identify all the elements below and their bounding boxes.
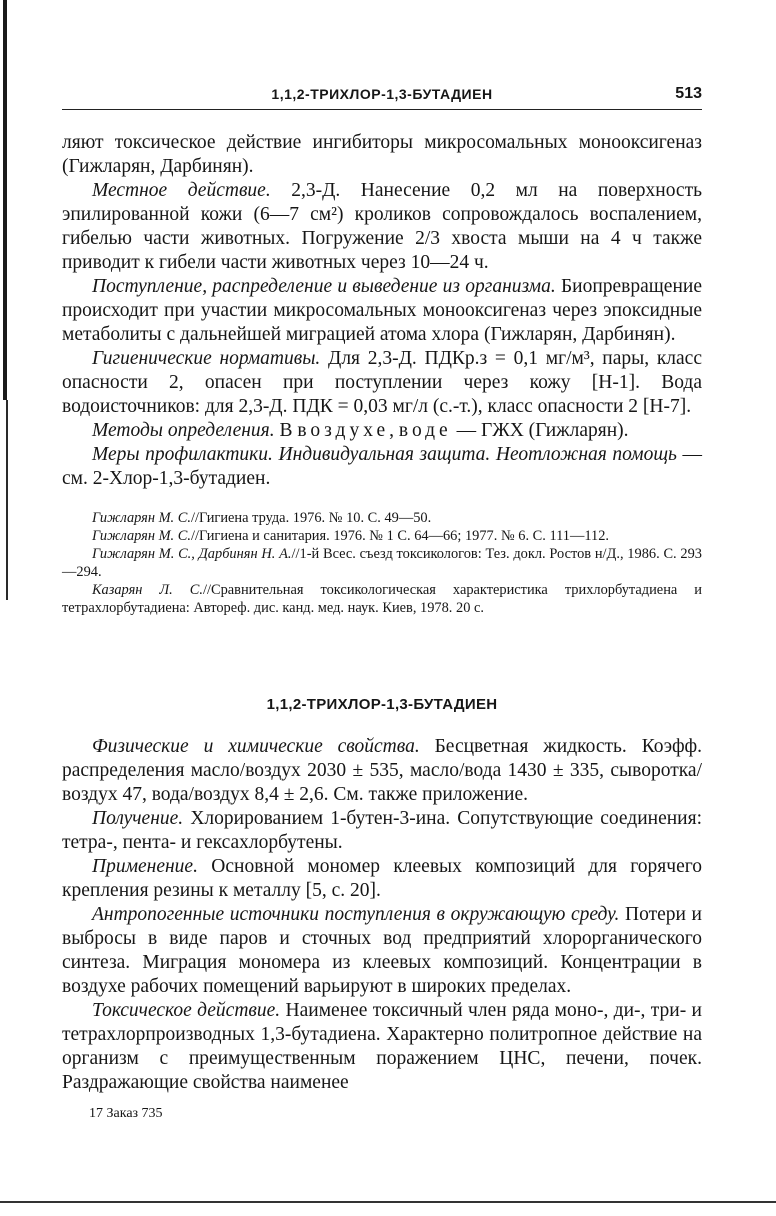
text-application: Основной мономер клеевых композиций для горячего крепления резины к металлу [5, с. 20].: [62, 856, 702, 901]
text-production: Хлорированием 1-бутен-3-ина. Сопутствующие соединения: тетра-, пента- и гексахлорбутены.: [62, 808, 702, 853]
heading-methods: Методы определения.: [92, 420, 275, 441]
reference-source: //1-й Всес. съезд токсикологов: Тез. докл. Ростов н/Д., 1986. С. 293—294.: [62, 546, 702, 580]
heading-toxic-action: Токсическое действие.: [92, 1000, 281, 1021]
paragraph-continuation: ляют токсическое действие ингибиторы микросомальных монооксигеназ (Гижларян, Дарбинян).: [62, 132, 702, 177]
reference-author: Гижларян М. С., Дарбинян Н. А.: [92, 546, 292, 562]
reference-item: [62, 509, 702, 527]
reference-item: [62, 527, 702, 545]
paragraph-physical-properties: [62, 735, 702, 807]
heading-production: Получение.: [92, 808, 184, 829]
heading-application: Применение.: [92, 856, 198, 877]
main-text-block: [62, 131, 702, 617]
text-physical-properties: Бесцветная жидкость. Коэфф. распределения масло/воздух 2030 ± 535, масло/вода 1430 ± 335, сыворотка/воздух 47, вода/воздух 8,4 ± 2,6. См. также приложение.: [62, 736, 702, 805]
heading-anthropogenic-sources: Антропогенные источники поступления в окружающую среду.: [92, 904, 620, 925]
heading-hygiene-norms: Гигиенические нормативы.: [92, 348, 321, 369]
paragraph-methods: [62, 419, 702, 443]
paragraph-anthropogenic-sources: [62, 903, 702, 999]
running-title: 1,1,2-ТРИХЛОР-1,3-БУТАДИЕН: [271, 86, 493, 102]
text-methods-a: В: [274, 420, 298, 441]
paragraph-prevention: [62, 443, 702, 491]
paragraph-production: [62, 807, 702, 855]
page-bottom-rule: [0, 1201, 776, 1203]
paragraph-intake: [62, 275, 702, 347]
text-methods-tail: — ГЖХ (Гижларян).: [451, 420, 629, 441]
reference-item: [62, 581, 702, 617]
text-methods-b: ,: [389, 420, 399, 441]
heading-intake: Поступление, распределение и выведение из организма.: [92, 276, 556, 297]
text-hygiene-norms: Для 2,3-Д. ПДКр.з = 0,1 мг/м³, пары, класс опасности 2, опасен при поступлении через кожу [Н-1]. Вода водоисточников: для 2,3-Д. ПДК = 0,03 мг/л (с.-т.), класс опасности 2 [Н-7].: [62, 348, 702, 417]
reference-source: //Сравнительная токсикологическая характеристика трихлорбутадиена и тетрахлорбутадиена: Автореф. дис. канд. мед. наук. Киев, 1978. 20 с.: [62, 582, 703, 616]
reference-author: Гижларян М. С.: [92, 528, 191, 544]
text-water: воде: [398, 420, 452, 441]
text-intake: Биопревращение происходит при участии микросомальных монооксигеназ через эпоксидные метаболиты с дальнейшей миграцией атома хлора (Гижларян, Дарбинян).: [62, 276, 702, 345]
reference-item: [62, 545, 702, 581]
scan-edge-shadow: [3, 0, 7, 400]
reference-source: //Гигиена труда. 1976. № 10. С. 49—50.: [190, 510, 432, 526]
paragraph-application: [62, 855, 702, 903]
text-toxic-action: Наименее токсичный член ряда моно-, ди-, три- и тетрахлорпроизводных 1,3-бутадиена. Характерно политропное действие на организм с преимущественным поражением ЦНС, печени, почек. Раздражающие свойства наименее: [62, 1000, 702, 1093]
running-head: [62, 85, 702, 110]
text-prevention: — см. 2-Хлор-1,3-бутадиен.: [62, 444, 702, 489]
heading-local-action: Местное действие.: [92, 180, 271, 201]
section-block: [62, 696, 702, 1095]
scan-edge-shadow-lower: [6, 400, 8, 600]
text-local-action: 2,3-Д. Нанесение 0,2 мл на поверхность эпилированной кожи (6—7 см²) кроликов сопровождалось воспалением, гибелью части животных. Погружение 2/3 хвоста мыши на 4 ч также приводит к гибели части животных через 10—24 ч.: [62, 180, 702, 273]
paragraph-toxic-action: [62, 999, 702, 1095]
section-title: 1,1,2-ТРИХЛОР-1,3-БУТАДИЕН: [266, 696, 498, 713]
page-number: 513: [675, 85, 702, 102]
paragraph-local-action: [62, 179, 702, 275]
reference-author: Казарян Л. С.: [92, 582, 203, 598]
text-anthropogenic-sources: Потери и выбросы в виде паров и сточных вод предприятий хлорорганического синтеза. Миграция мономера из клеевых композиций. Концентрации в воздухе рабочих помещений варьируют в широких пределах.: [62, 904, 702, 997]
reference-source: //Гигиена и санитария. 1976. № 1 С. 64—66; 1977. № 6. С. 111—112.: [190, 528, 610, 544]
text-air: воздухе: [297, 420, 390, 441]
paragraph-hygiene-norms: [62, 347, 702, 419]
reference-list: [62, 509, 702, 617]
reference-author: Гижларян М. С.: [92, 510, 191, 526]
signature-mark: 17 Заказ 735: [89, 1106, 163, 1121]
heading-prevention: Меры профилактики. Индивидуальная защита. Неотложная помощь: [92, 444, 677, 465]
heading-physical-properties: Физические и химические свойства.: [92, 736, 420, 757]
